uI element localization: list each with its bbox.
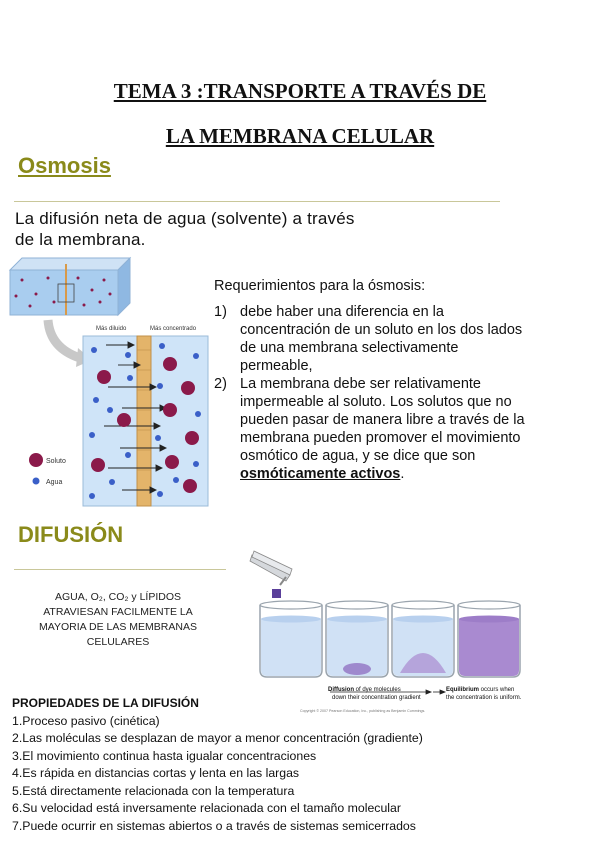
fig-caption-equilibrium-line-2: the concentration is uniform. (446, 695, 522, 701)
property-item: 2.Las moléculas se desplazan de mayor a menor concentración (gradiente) (12, 731, 423, 745)
requirement-text-2-end: . (400, 466, 405, 482)
difusion-caption (20, 590, 216, 650)
osmosis-definition-line-1: La difusión neta de agua (solvente) a través (15, 209, 355, 228)
difusion-caption-line-4: CELULARES (86, 636, 150, 648)
label-concentrated: Más concentrado (150, 326, 197, 332)
page-title-line-1: TEMA 3 :TRANSPORTE A TRAVÉS DE (113, 79, 487, 103)
osmosis-requirements (214, 277, 534, 483)
beaker-1 (260, 601, 322, 677)
legend-water: Agua (46, 479, 63, 486)
osmotically-active-term: osmóticamente activos (240, 466, 401, 482)
osmosis-heading: Osmosis (18, 153, 111, 178)
osmosis-diagram (0, 250, 215, 515)
beaker-2 (326, 601, 388, 677)
difusion-divider (14, 569, 226, 570)
label-dilute: Más diluido (96, 326, 127, 332)
requirement-item-1 (214, 303, 534, 375)
osmosis-divider (14, 201, 500, 202)
property-item: 3.El movimiento continua hasta igualar concentraciones (12, 748, 317, 763)
requirements-heading: Requerimientos para la ósmosis: (214, 278, 426, 294)
property-item: 6.Su velocidad está inversamente relacionada con el tamaño molecular (12, 801, 401, 815)
fig-caption-diffusion-line-2: down their concentration gradient (332, 695, 421, 701)
osmosis-beaker (10, 258, 130, 315)
difusion-properties (12, 695, 592, 835)
difusion-heading: DIFUSIÓN (18, 522, 124, 547)
zoom-arrow (48, 320, 80, 358)
properties-heading: PROPIEDADES DE LA DIFUSIÓN (12, 696, 199, 710)
difusion-caption-line-3: MAYORIA DE LAS MEMBRANAS (39, 621, 197, 633)
beaker-3 (392, 601, 454, 677)
difusion-caption-line-1: AGUA, O₂, CO₂ y LÍPIDOS (54, 591, 181, 603)
property-item: 1.Proceso pasivo (cinética) (12, 713, 160, 728)
property-item: 7.Puede ocurrir en sistemas abiertos o a través de sistemas semicerrados (12, 818, 416, 833)
tweezers-icon (250, 551, 292, 585)
requirement-number-2: 2) (214, 376, 227, 392)
property-item: 4.Es rápida en distancias cortas y lenta en las largas (12, 766, 300, 780)
beaker-4 (458, 601, 520, 677)
diffusion-beakers-figure (240, 545, 585, 720)
requirement-text-2: La membrana debe ser relativamente impermeable al soluto. Los solutos que no pueden pasar de manera libre a través de la membrana pueden promover el movimiento osmótico de agua, y se dice que son (240, 376, 525, 464)
legend-solute: Soluto (46, 458, 66, 465)
requirement-item-2 (214, 375, 534, 483)
legend-solute-swatch (29, 453, 43, 467)
property-item: 5.Está directamente relacionada con la temperatura (12, 783, 295, 798)
page-title-line-2: LA MEMBRANA CELULAR (165, 124, 435, 148)
membrane (137, 336, 151, 506)
requirement-text-1: debe haber una diferencia en la concentración de un soluto en los dos lados de una membrana selectivamente permeable, (240, 304, 523, 374)
requirements-list (214, 303, 534, 483)
difusion-caption-line-2: ATRAVIESAN FACILMENTE LA (43, 606, 193, 618)
requirement-number-1: 1) (214, 304, 227, 320)
osmosis-definition (15, 208, 495, 250)
fig-caption-equilibrium: Equilibrium occurs when (446, 687, 515, 693)
fig-copyright: Copyright © 2007 Pearson Education, Inc., publishing as Benjamin Cummings. (300, 709, 426, 713)
fig-caption-diffusion: Diffusion of dye molecules (328, 687, 401, 693)
osmosis-definition-line-2: de la membrana. (15, 230, 146, 249)
legend-water-swatch (33, 478, 40, 485)
dye-cube (272, 589, 281, 598)
